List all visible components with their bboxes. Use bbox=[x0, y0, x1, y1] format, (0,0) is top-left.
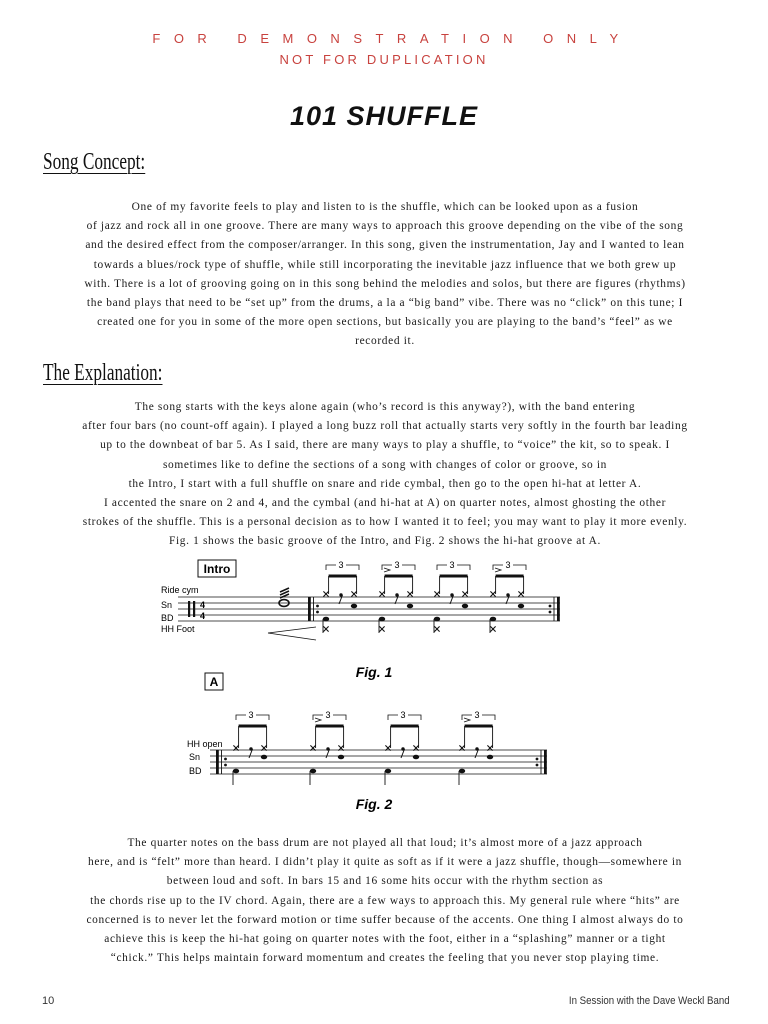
label-snare: Sn bbox=[189, 752, 201, 762]
label-hh-foot: HH Foot bbox=[161, 624, 195, 634]
cymbal-x-notehead bbox=[434, 626, 439, 631]
bracket-right bbox=[457, 565, 470, 570]
explanation-heading: The Explanation: bbox=[43, 360, 163, 386]
song-concept-heading: Song Concept: bbox=[43, 149, 146, 175]
bass-drum-notehead bbox=[323, 617, 329, 622]
cymbal-x-notehead bbox=[379, 626, 384, 631]
text-line: of jazz and rock all in one groove. There are many ways to approach this groove depending on the vibe of the song bbox=[86, 220, 684, 233]
accent-mark bbox=[384, 568, 390, 572]
figure-1-beats bbox=[323, 560, 526, 633]
triplet-number: 3 bbox=[325, 710, 331, 720]
snare-notehead bbox=[407, 604, 413, 609]
text-line: concerned is to never let the forward motion or time suffer because of the accents. One thing I almost always do to bbox=[86, 913, 684, 926]
time-signature-top: 4 bbox=[200, 600, 206, 610]
text-line: the Intro, I start with a full shuffle on snare and ride cymbal, then go to the open hi-hat at letter A. bbox=[128, 477, 642, 490]
snare-notehead bbox=[518, 604, 524, 609]
triplet-number: 3 bbox=[400, 710, 406, 720]
triplet-number: 3 bbox=[474, 710, 480, 720]
triplet-number: 3 bbox=[338, 560, 344, 570]
text-line: sometimes like to define the sections of a song with changes of color or groove, so in bbox=[162, 458, 608, 471]
label-snare: Sn bbox=[161, 600, 173, 610]
triplet-number: 3 bbox=[449, 560, 455, 570]
text-line: Fig. 1 shows the basic groove of the Intro, and Fig. 2 shows the hi-hat groove at A. bbox=[168, 535, 602, 548]
text-line: after four bars (no count-off again). I played a long buzz roll that actually starts very softly in the fourth bar leading bbox=[82, 420, 688, 433]
text-line: towards a blues/rock type of shuffle, while still incorporating the inevitable jazz influence that we both grew up bbox=[93, 258, 677, 271]
page-title: 101 SHUFFLE bbox=[289, 101, 479, 131]
text-line: created one for you in some of the more open sections, but basically you are playing to the band’s “feel” as we bbox=[97, 316, 673, 329]
cymbal-x-notehead bbox=[462, 591, 467, 596]
snare-notehead bbox=[462, 604, 468, 609]
text-line: “chick.” This helps maintain forward momentum and creates the feeling that you never stop playing time. bbox=[110, 952, 660, 965]
text-line: recorded it. bbox=[355, 335, 415, 348]
time-signature-bottom: 4 bbox=[200, 611, 206, 621]
label-hh-open: HH open bbox=[187, 739, 223, 749]
triplet-number: 3 bbox=[394, 560, 400, 570]
cymbal-x-notehead bbox=[490, 591, 495, 596]
page-number: 10 bbox=[42, 995, 55, 1007]
triplet-number: 3 bbox=[248, 710, 254, 720]
snare-notehead bbox=[351, 604, 357, 609]
text-line: the band plays that need to be “set up” from the drums, a la a “big band” vibe. There was no “click” on this tune; I bbox=[86, 297, 684, 310]
text-line: The song starts with the keys alone again (who’s record is this anyway?), with the band entering bbox=[134, 401, 636, 413]
cymbal-x-notehead bbox=[518, 591, 523, 596]
bracket-left bbox=[437, 565, 447, 570]
cymbal-x-notehead bbox=[407, 591, 412, 596]
text-line: with. There is a lot of grooving going on in this song behind the melodies and solos, but there are figures (rhythms) bbox=[84, 277, 686, 290]
text-line: here, and is “felt” more than heard. I didn’t play it quite as soft as if it were a jazz shuffle, though—somewhere in bbox=[87, 856, 683, 869]
text-line: I accented the snare on 2 and 4, and the cymbal (and hi-hat at A) on quarter notes, almost ghosting the other bbox=[103, 497, 667, 510]
bass-drum-notehead bbox=[490, 617, 496, 622]
bracket-right bbox=[402, 565, 415, 570]
text-line: strokes of the shuffle. This is a personal decision as to how I wanted it to feel; you may want to play it more evenly. bbox=[82, 516, 688, 529]
bass-drum-notehead bbox=[434, 617, 440, 622]
bracket-left bbox=[326, 565, 336, 570]
triplet-number: 3 bbox=[505, 560, 511, 570]
crescendo-hairpin bbox=[268, 627, 316, 640]
text-line: achieve this is keep the hi-hat going on quarter notes with the foot, either in a “splashing” manner or a tight bbox=[104, 933, 666, 946]
eighth-rest bbox=[450, 593, 454, 604]
label-bass-drum: BD bbox=[189, 766, 202, 776]
cymbal-x-notehead bbox=[379, 591, 384, 596]
bracket-right bbox=[346, 565, 359, 570]
label-ride-cym: Ride cym bbox=[161, 585, 199, 595]
figure-1-caption: Fig. 1 bbox=[355, 664, 393, 680]
demo-notice-line1: FOR DEMONSTRATION ONLY bbox=[152, 31, 632, 46]
eighth-rest bbox=[506, 593, 510, 604]
eighth-rest bbox=[339, 593, 343, 604]
bass-drum-notehead bbox=[379, 617, 385, 622]
cymbal-x-notehead bbox=[434, 591, 439, 596]
text-line: and the desired effect from the composer/arranger. In this song, given the instrumentation, Jay and I wanted to lean bbox=[85, 239, 685, 252]
cymbal-x-notehead bbox=[351, 591, 356, 596]
demo-notice-line2: NOT FOR DUPLICATION bbox=[279, 52, 489, 67]
cymbal-x-notehead bbox=[490, 626, 495, 631]
intro-rehearsal-mark: Intro bbox=[203, 562, 231, 576]
figure-2-caption: Fig. 2 bbox=[355, 796, 393, 812]
label-bass-drum: BD bbox=[161, 613, 174, 623]
text-line: One of my favorite feels to play and listen to is the shuffle, which can be looked upon as a fusion bbox=[131, 201, 639, 213]
book-title-footer: In Session with the Dave Weckl Band bbox=[569, 995, 730, 1007]
bracket-right bbox=[513, 565, 526, 570]
eighth-rest bbox=[395, 593, 399, 604]
cymbal-x-notehead bbox=[323, 591, 328, 596]
bass-drum-paragraph bbox=[40, 834, 730, 968]
text-line: between loud and soft. In bars 15 and 16 some hits occur with the rhythm section as bbox=[166, 875, 604, 888]
text-line: the chords rise up to the IV chord. Again, there are a few ways to approach this. My general rule where “hits” are bbox=[90, 894, 680, 907]
text-line: up to the downbeat of bar 5. As I said, there are many ways to play a shuffle, to “voice” the kit, so to speak. I bbox=[100, 439, 670, 452]
cymbal-x-notehead bbox=[323, 626, 328, 631]
accent-mark bbox=[495, 568, 501, 572]
a-rehearsal-mark: A bbox=[209, 675, 219, 689]
text-line: The quarter notes on the bass drum are not played all that loud; it’s almost more of a jazz approach bbox=[127, 837, 643, 849]
staff-lines bbox=[178, 597, 560, 621]
